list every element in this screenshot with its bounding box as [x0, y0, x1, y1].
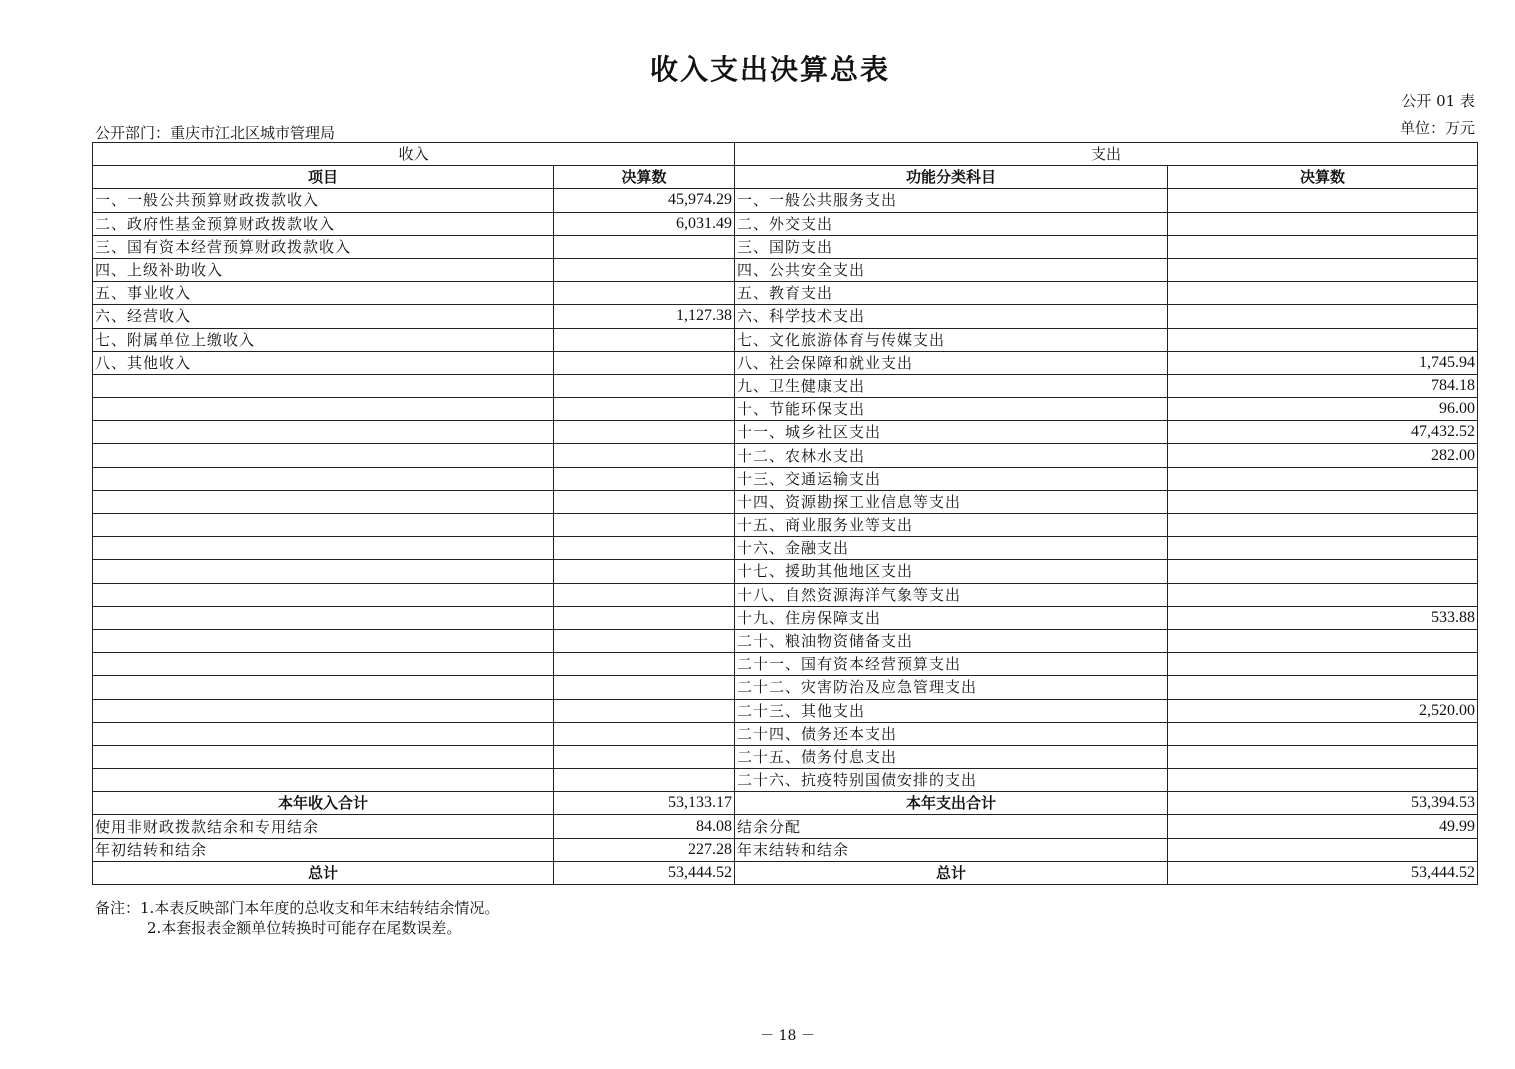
expense-item-cell: 六、科学技术支出 [735, 305, 1168, 328]
department-label: 公开部门：重庆市江北区城市管理局 [95, 124, 336, 142]
income-amount-cell [554, 514, 735, 537]
income-item-cell [93, 629, 554, 652]
income-item-cell: 五、事业收入 [93, 282, 554, 305]
page-number: － 18 － [760, 1028, 815, 1044]
income-item-cell [93, 398, 554, 421]
year-income-total-value: 53,133.17 [554, 792, 735, 815]
income-item-cell [93, 560, 554, 583]
expense-amount-cell: 96.00 [1168, 398, 1478, 421]
grand-total-row [93, 861, 1478, 884]
income-amount-cell [554, 328, 735, 351]
form-number: 公开 01 表 [1401, 92, 1475, 110]
budget-table [92, 142, 1478, 885]
expense-item-cell: 十七、援助其他地区支出 [735, 560, 1168, 583]
section-header-row [93, 143, 1478, 166]
income-amount-cell [554, 745, 735, 768]
year-total-row [93, 792, 1478, 815]
table-row [93, 212, 1478, 235]
expense-item-cell: 二十六、抗疫特别国债安排的支出 [735, 769, 1168, 792]
expense-amount-cell: 47,432.52 [1168, 421, 1478, 444]
income-amount-cell: 45,974.29 [554, 189, 735, 212]
income-item-cell [93, 583, 554, 606]
expense-amount-cell [1168, 722, 1478, 745]
expense-item-cell: 十八、自然资源海洋气象等支出 [735, 583, 1168, 606]
table-row [93, 653, 1478, 676]
expense-amount-cell [1168, 769, 1478, 792]
expense-item-cell: 十二、农林水支出 [735, 444, 1168, 467]
expense-item-cell: 十、节能环保支出 [735, 398, 1168, 421]
income-item-cell [93, 514, 554, 537]
income-amount-cell [554, 722, 735, 745]
income-amount-cell [554, 629, 735, 652]
surplus-allocation-label: 结余分配 [735, 815, 1168, 838]
income-item-cell [93, 745, 554, 768]
income-amount-cell [554, 537, 735, 560]
table-row [93, 722, 1478, 745]
table-row [93, 444, 1478, 467]
surplus-allocation-value: 49.99 [1168, 815, 1478, 838]
grand-total-right-label: 总计 [735, 861, 1168, 884]
end-carryover-value [1168, 838, 1478, 861]
expense-item-cell: 二、外交支出 [735, 212, 1168, 235]
expense-item-cell: 二十一、国有资本经营预算支出 [735, 653, 1168, 676]
expense-item-cell: 十五、商业服务业等支出 [735, 514, 1168, 537]
income-section-header: 收入 [93, 143, 735, 166]
income-item-cell [93, 676, 554, 699]
income-item-cell: 三、国有资本经营预算财政拨款收入 [93, 235, 554, 258]
note-line-1: 备注：1.本表反映部门本年度的总收支和年末结转结余情况。 [95, 899, 500, 917]
expense-amount-cell [1168, 676, 1478, 699]
expense-amount-cell [1168, 282, 1478, 305]
expense-amount-cell [1168, 235, 1478, 258]
notes [95, 898, 499, 938]
table-row [93, 583, 1478, 606]
income-item-cell [93, 722, 554, 745]
expense-item-cell: 五、教育支出 [735, 282, 1168, 305]
table-row [93, 514, 1478, 537]
income-amount-cell [554, 583, 735, 606]
grand-total-left-value: 53,444.52 [554, 861, 735, 884]
expense-amount-cell: 1,745.94 [1168, 351, 1478, 374]
income-item-cell: 四、上级补助收入 [93, 258, 554, 281]
income-amount-cell [554, 699, 735, 722]
table-row [93, 606, 1478, 629]
expense-amount-cell [1168, 560, 1478, 583]
table-row [93, 537, 1478, 560]
expense-amount-cell [1168, 514, 1478, 537]
income-amount-cell: 1,127.38 [554, 305, 735, 328]
income-item-cell [93, 444, 554, 467]
year-expense-total-label: 本年支出合计 [735, 792, 1168, 815]
income-amount-cell [554, 490, 735, 513]
income-amount-cell [554, 258, 735, 281]
note-line-2: 2.本套报表金额单位转换时可能存在尾数误差。 [147, 919, 462, 937]
expense-amount-column-header: 决算数 [1168, 166, 1478, 189]
nonfiscal-value: 84.08 [554, 815, 735, 838]
table-row [93, 699, 1478, 722]
expense-item-cell: 二十五、债务付息支出 [735, 745, 1168, 768]
table-row [93, 467, 1478, 490]
expense-item-cell: 七、文化旅游体育与传媒支出 [735, 328, 1168, 351]
expense-item-cell: 三、国防支出 [735, 235, 1168, 258]
expense-amount-cell [1168, 537, 1478, 560]
table-row [93, 282, 1478, 305]
expense-amount-cell [1168, 745, 1478, 768]
function-column-header: 功能分类科目 [735, 166, 1168, 189]
income-item-cell: 六、经营收入 [93, 305, 554, 328]
income-amount-cell [554, 235, 735, 258]
income-amount-cell [554, 421, 735, 444]
expense-section-header: 支出 [735, 143, 1478, 166]
table-row [93, 769, 1478, 792]
expense-amount-cell [1168, 653, 1478, 676]
income-amount-cell [554, 374, 735, 397]
begin-carryover-value: 227.28 [554, 838, 735, 861]
income-amount-cell [554, 769, 735, 792]
income-item-cell [93, 537, 554, 560]
page-title: 收入支出决算总表 [649, 53, 890, 86]
expense-item-cell: 十四、资源勘探工业信息等支出 [735, 490, 1168, 513]
income-item-cell [93, 769, 554, 792]
end-carryover-label: 年末结转和结余 [735, 838, 1168, 861]
expense-item-cell: 一、一般公共服务支出 [735, 189, 1168, 212]
table-row [93, 235, 1478, 258]
table-row [93, 374, 1478, 397]
income-amount-cell [554, 676, 735, 699]
expense-amount-cell [1168, 467, 1478, 490]
expense-item-cell: 四、公共安全支出 [735, 258, 1168, 281]
unit-label: 单位：万元 [1399, 119, 1475, 137]
income-amount-cell [554, 282, 735, 305]
expense-amount-cell [1168, 583, 1478, 606]
expense-item-cell: 十三、交通运输支出 [735, 467, 1168, 490]
expense-amount-cell [1168, 305, 1478, 328]
item-column-header: 项目 [93, 166, 554, 189]
column-header-row [93, 166, 1478, 189]
expense-amount-cell: 2,520.00 [1168, 699, 1478, 722]
expense-amount-cell [1168, 490, 1478, 513]
income-item-cell [93, 421, 554, 444]
table-row [93, 421, 1478, 444]
expense-item-cell: 十六、金融支出 [735, 537, 1168, 560]
expense-item-cell: 二十三、其他支出 [735, 699, 1168, 722]
table-row [93, 745, 1478, 768]
income-item-cell [93, 699, 554, 722]
income-amount-cell [554, 606, 735, 629]
table-row [93, 305, 1478, 328]
table-row [93, 676, 1478, 699]
year-expense-total-value: 53,394.53 [1168, 792, 1478, 815]
table-row [93, 629, 1478, 652]
income-amount-cell [554, 560, 735, 583]
income-item-cell [93, 606, 554, 629]
income-item-cell: 二、政府性基金预算财政拨款收入 [93, 212, 554, 235]
carryover-row [93, 838, 1478, 861]
expense-item-cell: 八、社会保障和就业支出 [735, 351, 1168, 374]
expense-item-cell: 九、卫生健康支出 [735, 374, 1168, 397]
income-item-cell [93, 490, 554, 513]
expense-item-cell: 二十二、灾害防治及应急管理支出 [735, 676, 1168, 699]
expense-item-cell: 二十、粮油物资储备支出 [735, 629, 1168, 652]
expense-amount-cell [1168, 328, 1478, 351]
expense-amount-cell [1168, 189, 1478, 212]
income-item-cell [93, 653, 554, 676]
year-income-total-label: 本年收入合计 [93, 792, 554, 815]
expense-amount-cell: 784.18 [1168, 374, 1478, 397]
income-item-cell: 八、其他收入 [93, 351, 554, 374]
income-item-cell [93, 374, 554, 397]
grand-total-left-label: 总计 [93, 861, 554, 884]
income-amount-cell [554, 444, 735, 467]
income-item-cell: 七、附属单位上缴收入 [93, 328, 554, 351]
expense-item-cell: 十九、住房保障支出 [735, 606, 1168, 629]
income-amount-cell [554, 398, 735, 421]
expense-amount-cell [1168, 629, 1478, 652]
income-amount-cell [554, 653, 735, 676]
table-row [93, 351, 1478, 374]
income-amount-column-header: 决算数 [554, 166, 735, 189]
income-item-cell: 一、一般公共预算财政拨款收入 [93, 189, 554, 212]
begin-carryover-label: 年初结转和结余 [93, 838, 554, 861]
table-row [93, 258, 1478, 281]
nonfiscal-label: 使用非财政拨款结余和专用结余 [93, 815, 554, 838]
table-row [93, 328, 1478, 351]
income-amount-cell [554, 351, 735, 374]
expense-amount-cell: 282.00 [1168, 444, 1478, 467]
income-amount-cell: 6,031.49 [554, 212, 735, 235]
income-amount-cell [554, 467, 735, 490]
expense-item-cell: 十一、城乡社区支出 [735, 421, 1168, 444]
table-row [93, 398, 1478, 421]
income-item-cell [93, 467, 554, 490]
grand-total-right-value: 53,444.52 [1168, 861, 1478, 884]
table-row [93, 490, 1478, 513]
nonfiscal-row [93, 815, 1478, 838]
expense-amount-cell [1168, 258, 1478, 281]
expense-item-cell: 二十四、债务还本支出 [735, 722, 1168, 745]
expense-amount-cell: 533.88 [1168, 606, 1478, 629]
table-row [93, 189, 1478, 212]
table-row [93, 560, 1478, 583]
expense-amount-cell [1168, 212, 1478, 235]
